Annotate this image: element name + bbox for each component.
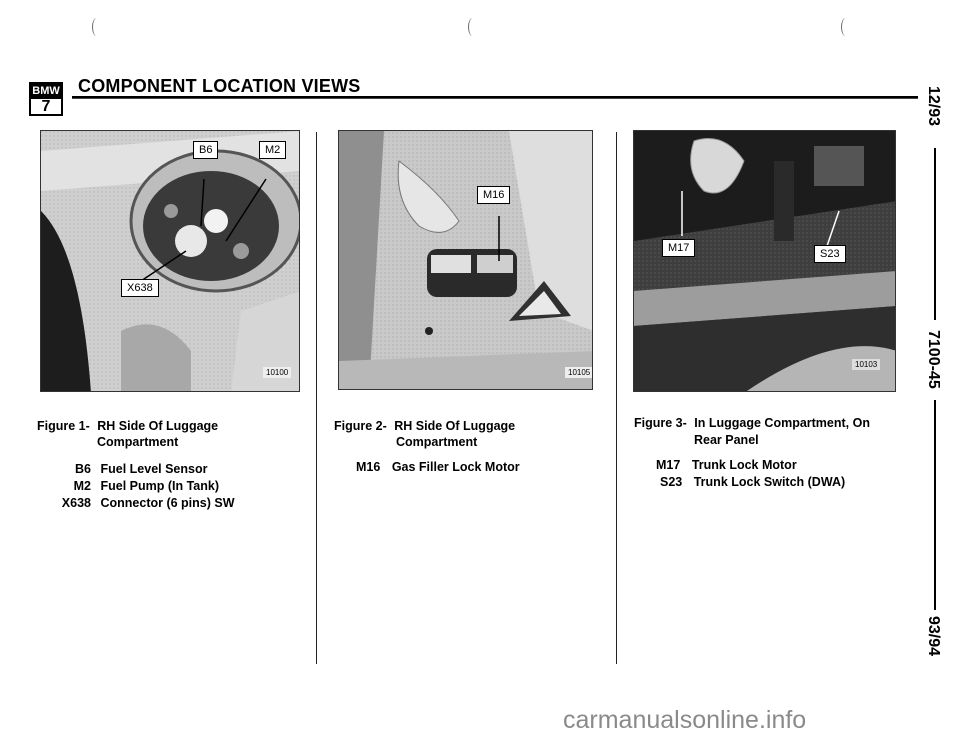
legend-item <box>37 479 219 493</box>
side-rule <box>934 148 936 320</box>
figure-3-title-line2: Rear Panel <box>694 433 759 447</box>
column-divider <box>616 132 617 664</box>
figure-2-photo <box>338 130 593 390</box>
legend-code: M17 <box>656 458 681 472</box>
figure-1-illustration <box>41 131 300 392</box>
legend-text: Connector (6 pins) SW <box>100 496 235 510</box>
legend-text: Fuel Pump (In Tank) <box>100 479 220 493</box>
legend-code: S23 <box>660 475 683 489</box>
watermark-link[interactable]: carmanualsonline.info <box>563 706 807 734</box>
legend-code: B6 <box>75 462 91 476</box>
bmw-logo <box>29 82 63 116</box>
legend-item <box>37 496 235 510</box>
callout-x638: X638 <box>121 279 159 297</box>
figure-1-number: Figure 1- <box>37 419 90 433</box>
scan-mark <box>92 18 101 36</box>
side-rule <box>934 400 936 610</box>
figure-2-title-line2: Compartment <box>396 435 478 449</box>
figure-2-title-line1: RH Side Of Luggage <box>394 419 516 433</box>
figure-2-illustration <box>339 131 593 390</box>
legend-item <box>37 462 207 476</box>
page-title: COMPONENT LOCATION VIEWS <box>78 76 361 96</box>
scan-mark <box>468 18 477 36</box>
header-rule-thin <box>72 98 918 99</box>
callout-m2: M2 <box>259 141 286 159</box>
photo-number: 10103 <box>852 359 880 370</box>
figure-1-title-line1: RH Side Of Luggage <box>97 419 219 433</box>
legend-code: M16 <box>356 460 381 474</box>
callout-m17: M17 <box>662 239 695 257</box>
legend-item <box>656 458 797 472</box>
legend-text: Trunk Lock Switch (DWA) <box>693 475 846 489</box>
figure-1-caption <box>37 419 218 433</box>
figure-1-title-line2: Compartment <box>97 435 179 449</box>
side-date-top: 12/93 <box>925 86 942 127</box>
photo-number: 10105 <box>565 367 593 378</box>
legend-item <box>660 475 845 489</box>
figure-3-title-line1: In Luggage Compartment, On <box>694 416 870 430</box>
callout-b6: B6 <box>193 141 218 159</box>
photo-number: 10100 <box>263 367 291 378</box>
legend-text: Fuel Level Sensor <box>100 462 208 476</box>
figure-2-number: Figure 2- <box>334 419 387 433</box>
side-date-bottom: 93/94 <box>925 616 942 657</box>
callout-s23: S23 <box>814 245 846 263</box>
legend-text: Trunk Lock Motor <box>691 458 797 472</box>
callout-m16: M16 <box>477 186 510 204</box>
figure-3-photo <box>633 130 896 392</box>
figure-3-illustration <box>634 131 896 392</box>
logo-brand: BMW <box>32 85 60 97</box>
column-divider <box>316 132 317 664</box>
figure-2-caption <box>334 419 515 433</box>
figure-3-number: Figure 3- <box>634 416 687 430</box>
figure-3-caption <box>634 416 870 430</box>
legend-code: X638 <box>61 496 91 510</box>
legend-text: Gas Filler Lock Motor <box>391 460 520 474</box>
figure-1-photo <box>40 130 300 392</box>
side-page-number: 7100-45 <box>925 330 942 389</box>
logo-series: 7 <box>41 98 51 115</box>
scan-mark <box>841 18 850 36</box>
legend-item <box>356 460 520 474</box>
legend-code: M2 <box>73 479 91 493</box>
